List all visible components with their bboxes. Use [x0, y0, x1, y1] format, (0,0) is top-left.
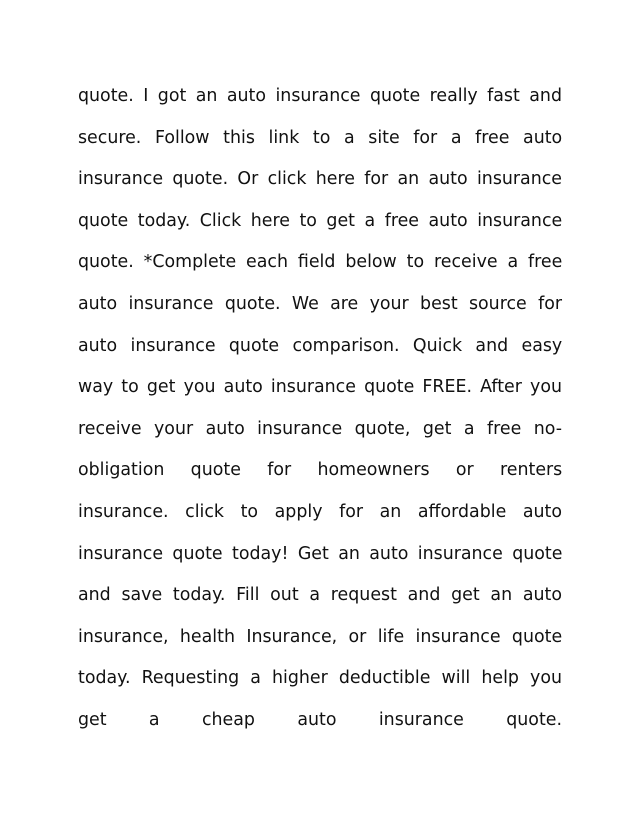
text-line: insurance quote. Or click here for an auto insurance	[78, 169, 562, 190]
text-line: insurance. click to apply for an affordable auto	[78, 501, 562, 522]
text-line: get a cheap auto insurance quote.	[78, 709, 562, 730]
text-line: way to get you auto insurance quote FREE. After you	[78, 377, 562, 398]
body-paragraph	[78, 76, 562, 742]
text-line: quote. *Complete each field below to receive a free	[78, 252, 563, 273]
text-line: insurance, health Insurance, or life insurance quote	[78, 626, 563, 647]
text-line: quote. I got an auto insurance quote really fast and	[78, 86, 562, 106]
text-line: today. Requesting a higher deductible will help you	[78, 668, 562, 689]
text-line: obligation quote for homeowners or renters	[78, 460, 563, 481]
text-line: secure. Follow this link to a site for a free auto	[78, 127, 563, 148]
text-line: auto insurance quote comparison. Quick and easy	[78, 335, 563, 356]
text-line: quote today. Click here to get a free auto insurance	[78, 210, 563, 231]
text-line: insurance quote today! Get an auto insurance quote	[78, 543, 563, 564]
text-line: receive your auto insurance quote, get a free no-	[78, 418, 562, 439]
text-line: auto insurance quote. We are your best source for	[78, 293, 562, 314]
text-line: and save today. Fill out a request and get an auto	[78, 585, 562, 606]
